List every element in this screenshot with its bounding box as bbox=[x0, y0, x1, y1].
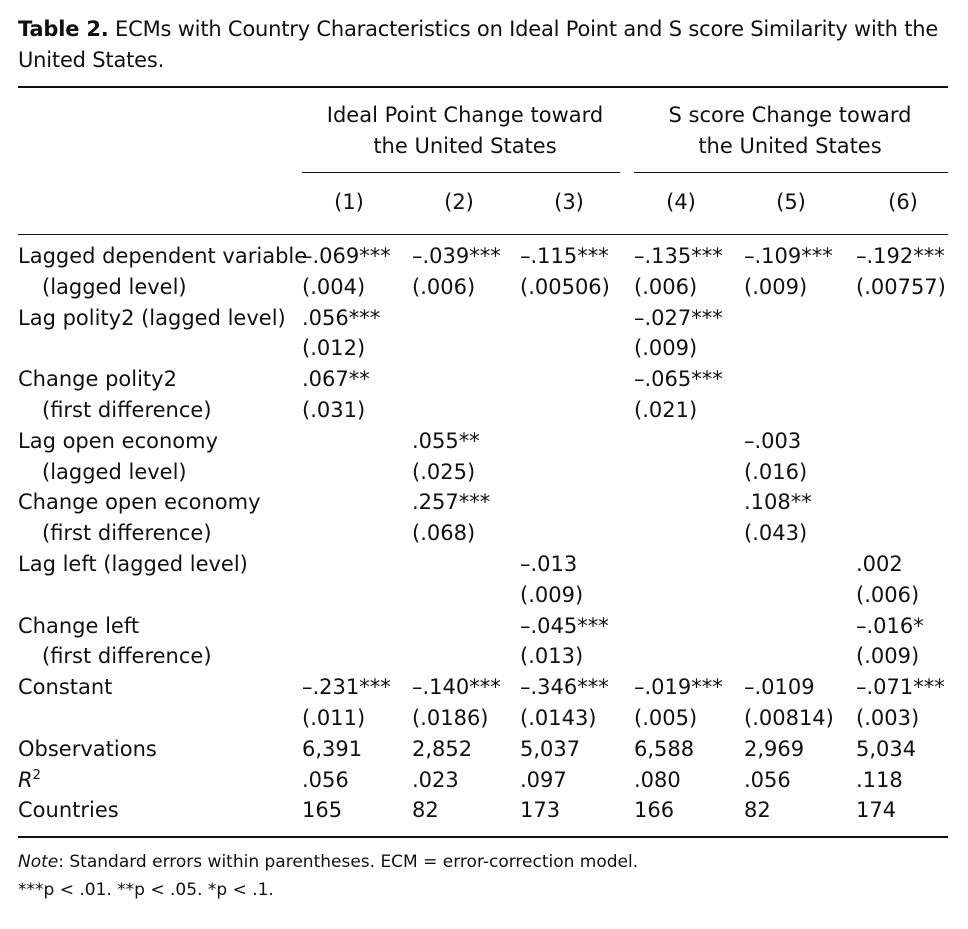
row-label bbox=[18, 306, 286, 330]
table-cell: –.019*** bbox=[634, 675, 723, 699]
row-label bbox=[42, 644, 212, 668]
table-cell: 173 bbox=[520, 798, 561, 822]
column-header: (5) bbox=[776, 190, 806, 214]
row-label bbox=[18, 490, 261, 514]
table-cell: (.012) bbox=[302, 336, 366, 360]
top-rule bbox=[18, 86, 948, 88]
table-cell: –.140*** bbox=[412, 675, 501, 699]
table-cell: 165 bbox=[302, 798, 343, 822]
group-rule-s-score bbox=[634, 172, 948, 173]
row-label bbox=[18, 614, 139, 638]
column-header: (1) bbox=[334, 190, 364, 214]
table-cell: (.009) bbox=[520, 583, 584, 607]
column-header: (3) bbox=[554, 190, 584, 214]
table-cell: (.009) bbox=[634, 336, 698, 360]
row-label bbox=[18, 552, 248, 576]
table-cell: 5,034 bbox=[856, 737, 917, 761]
table-cell: –.065*** bbox=[634, 367, 723, 391]
table-cell: –.071*** bbox=[856, 675, 945, 699]
table-note bbox=[18, 852, 638, 872]
group-header-ideal-point bbox=[300, 100, 630, 162]
significance-note: ***p < .01. **p < .05. *p < .1. bbox=[18, 880, 274, 900]
table-cell: (.013) bbox=[520, 644, 584, 668]
row-label-text: (first difference) bbox=[42, 398, 212, 422]
table-cell: (.011) bbox=[302, 706, 366, 730]
row-label-text: (first difference) bbox=[42, 644, 212, 668]
row-label-text: Lag open economy bbox=[18, 429, 219, 453]
table-cell: 82 bbox=[412, 798, 439, 822]
bottom-rule bbox=[18, 836, 948, 838]
table-cell: .055** bbox=[412, 429, 480, 453]
table-cell: 6,391 bbox=[302, 737, 363, 761]
table-cell: .056*** bbox=[302, 306, 381, 330]
caption-text: ECMs with Country Characteristics on Ideal Point and S score Similarity with the United States. bbox=[18, 17, 939, 72]
table-cell: (.068) bbox=[412, 521, 476, 545]
table-cell: –.192*** bbox=[856, 244, 945, 268]
table-cell: –.003 bbox=[744, 429, 802, 453]
table-cell: 6,588 bbox=[634, 737, 695, 761]
row-label-text: Lag polity2 (lagged level) bbox=[18, 306, 286, 330]
row-label bbox=[18, 768, 41, 792]
row-label-text: Observations bbox=[18, 737, 157, 761]
row-label bbox=[18, 429, 218, 453]
row-label bbox=[18, 737, 157, 761]
row-label bbox=[18, 367, 177, 391]
row-label-text: R bbox=[18, 768, 33, 792]
row-label-text: (first difference) bbox=[42, 521, 212, 545]
table-cell: –.045*** bbox=[520, 614, 609, 638]
table-cell: (.006) bbox=[634, 275, 698, 299]
row-label-text: Change left bbox=[18, 614, 140, 638]
table-cell: (.005) bbox=[634, 706, 698, 730]
table-cell: .056 bbox=[744, 768, 791, 792]
table-cell: –.039*** bbox=[412, 244, 501, 268]
row-label-text: (lagged level) bbox=[42, 275, 187, 299]
table-cell: (.016) bbox=[744, 460, 808, 484]
table-cell: 82 bbox=[744, 798, 771, 822]
table-cell: (.025) bbox=[412, 460, 476, 484]
table-cell: .056 bbox=[302, 768, 349, 792]
table-label: Table 2. bbox=[18, 17, 109, 41]
table-cell: 174 bbox=[856, 798, 897, 822]
table-cell: .023 bbox=[412, 768, 459, 792]
table-cell: .097 bbox=[520, 768, 567, 792]
table-cell: (.00814) bbox=[744, 706, 834, 730]
table-cell: –.0109 bbox=[744, 675, 815, 699]
table-cell: (.021) bbox=[634, 398, 698, 422]
table-cell: –.231*** bbox=[302, 675, 391, 699]
table-cell: 2,969 bbox=[744, 737, 805, 761]
row-label-text: Lag left (lagged level) bbox=[18, 552, 248, 576]
table-cell: –.346*** bbox=[520, 675, 609, 699]
table-cell: –.027*** bbox=[634, 306, 723, 330]
row-label-text: Constant bbox=[18, 675, 113, 699]
table-cell: 5,037 bbox=[520, 737, 581, 761]
row-label-text: Countries bbox=[18, 798, 119, 822]
table-cell: .118 bbox=[856, 768, 903, 792]
table-cell: .002 bbox=[856, 552, 903, 576]
row-label bbox=[18, 798, 119, 822]
table-cell: –.115*** bbox=[520, 244, 609, 268]
header-rule bbox=[18, 234, 948, 235]
row-label-superscript: 2 bbox=[32, 768, 41, 783]
table-cell: (.003) bbox=[856, 706, 920, 730]
group-header-line1: S score Change toward bbox=[668, 103, 912, 127]
row-label bbox=[42, 521, 212, 545]
table-cell: 166 bbox=[634, 798, 675, 822]
column-header: (6) bbox=[888, 190, 918, 214]
table-cell: –.109*** bbox=[744, 244, 833, 268]
table-cell: (.009) bbox=[744, 275, 808, 299]
table-cell: (.006) bbox=[856, 583, 920, 607]
note-text: : Standard errors within parentheses. ECM = error-correction model. bbox=[58, 852, 639, 872]
column-header: (4) bbox=[666, 190, 696, 214]
note-label: Note bbox=[18, 852, 59, 872]
table-cell: (.006) bbox=[412, 275, 476, 299]
group-header-line2: the United States bbox=[698, 134, 882, 158]
table-cell: (.0143) bbox=[520, 706, 597, 730]
table-caption bbox=[18, 14, 958, 76]
table-cell: .067** bbox=[302, 367, 370, 391]
table-cell: .080 bbox=[634, 768, 681, 792]
table-cell: (.00506) bbox=[520, 275, 610, 299]
table-cell: (.004) bbox=[302, 275, 366, 299]
table-cell: (.0186) bbox=[412, 706, 489, 730]
row-label bbox=[42, 460, 187, 484]
row-label bbox=[42, 275, 187, 299]
group-header-line1: Ideal Point Change toward bbox=[326, 103, 604, 127]
row-label-text: Lagged dependent variable bbox=[18, 244, 308, 268]
row-label bbox=[42, 398, 212, 422]
table-cell: –.013 bbox=[520, 552, 578, 576]
table-cell: –.069*** bbox=[302, 244, 391, 268]
table-cell: .257*** bbox=[412, 490, 491, 514]
group-header-s-score bbox=[632, 100, 948, 162]
row-label-text: Change open economy bbox=[18, 490, 261, 514]
row-label-text: Change polity2 bbox=[18, 367, 177, 391]
table-cell: (.00757) bbox=[856, 275, 946, 299]
table-cell: (.043) bbox=[744, 521, 808, 545]
row-label bbox=[18, 244, 307, 268]
table-cell: 2,852 bbox=[412, 737, 473, 761]
group-rule-ideal-point bbox=[302, 172, 620, 173]
table-cell: (.009) bbox=[856, 644, 920, 668]
table-cell: (.031) bbox=[302, 398, 366, 422]
column-header: (2) bbox=[444, 190, 474, 214]
table-cell: –.135*** bbox=[634, 244, 723, 268]
row-label bbox=[18, 675, 112, 699]
group-header-line2: the United States bbox=[373, 134, 557, 158]
row-label-text: (lagged level) bbox=[42, 460, 187, 484]
table-cell: –.016* bbox=[856, 614, 924, 638]
table-cell: .108** bbox=[744, 490, 812, 514]
